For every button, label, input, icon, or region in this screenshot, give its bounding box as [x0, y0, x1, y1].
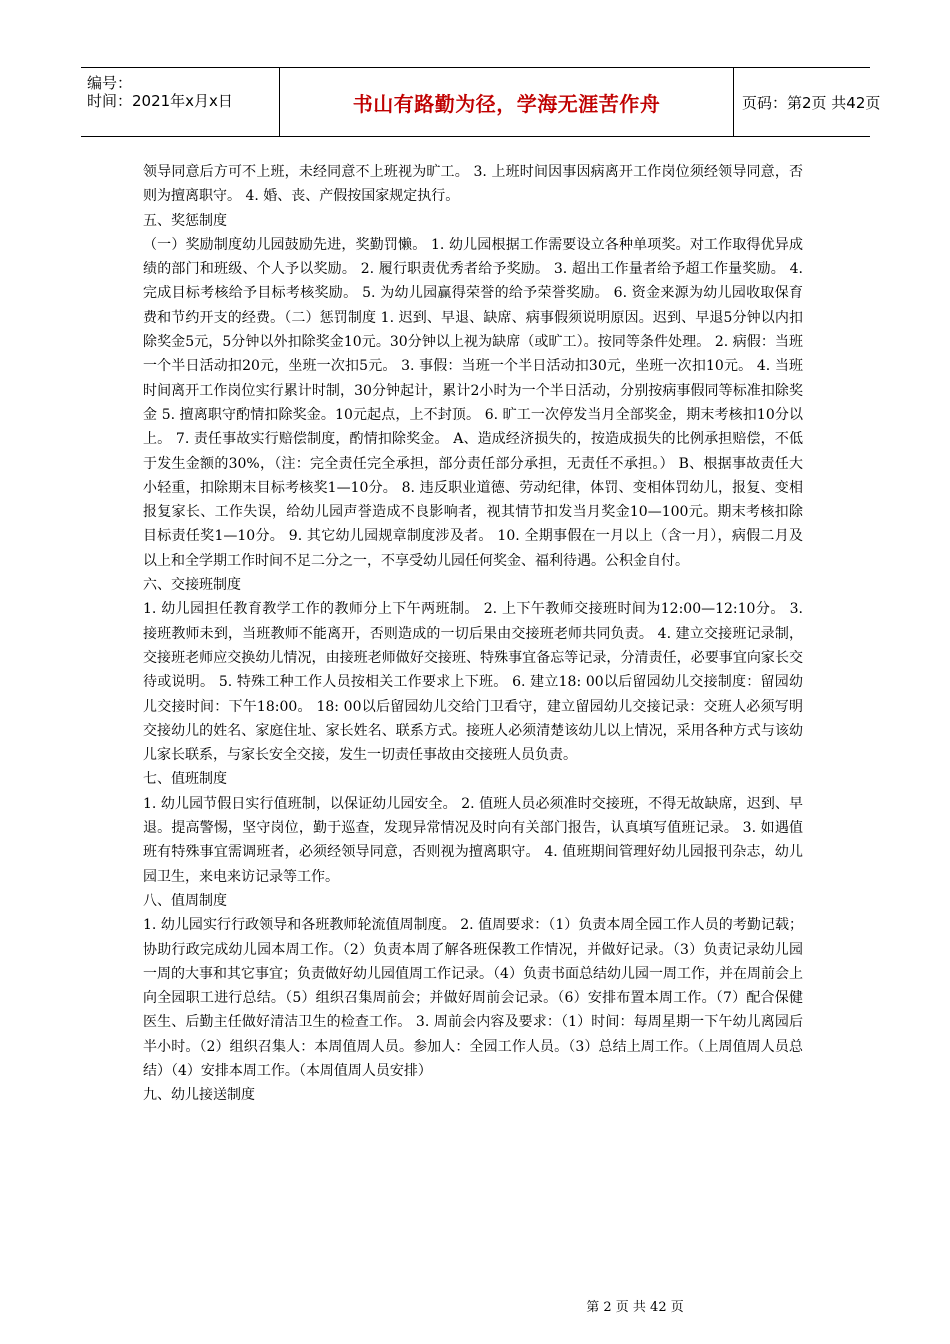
footer-page-number: 第 2 页 共 42 页: [586, 1300, 684, 1315]
section-heading-pickup: 九、幼儿接送制度: [143, 1087, 255, 1104]
paragraph-duty: 1. 幼儿园节假日实行值班制，以保证幼儿园安全。 2. 值班人员必须准时交接班，不得无故缺席，迟到、早退。提高警惕，坚守岗位，勤于巡查，发现异常情况及时向有关部门报告，认真填写值班记录。 3. 如遇值班有特殊事宜需调班者，必须经领导同意，否则视为擅离职守。 4. 值班期间管理好幼儿园报刊杂志，幼儿园卫生，来电来访记录等工作。: [143, 795, 803, 885]
section-heading-shift-handover: 六、交接班制度: [143, 577, 241, 594]
document-number-label: 编号：: [87, 74, 133, 92]
paragraph-weekly-duty: 1. 幼儿园实行行政领导和各班教师轮流值周制度。 2. 值周要求：（1）负责本周全园工作人员的考勤记载；协助行政完成幼儿园本周工作。（2）负责本周了解各班保教工作情况，并做好记录。（3）负责记录幼儿园一周的大事和其它事宜；负责做好幼儿园值周工作记录。（4）负责书面总结幼儿园一周工作，并在周前会上向全园职工进行总结。（5）组织召集周前会；并做好周前会记录。（6）安排布置本周工作。（7）配合保健医生、后勤主任做好清洁卫生的检查工作。 3. 周前会内容及要求：（1）时间：每周星期一下午幼儿离园后半小时。（2）组织召集人：本周值周人员。参加人：全园工作人员。（3）总结上周工作。（上周值周人员总结）（4）安排本周工作。（本周值周人员安排）: [143, 917, 803, 1079]
header-motto: 书山有路勤为径，学海无涯苦作舟: [352, 91, 661, 116]
header-page-number: 页码：第2页 共42页: [742, 93, 881, 112]
paragraph-shift-handover: 1. 幼儿园担任教育教学工作的教师分上下午两班制。 2. 上下午教师交接班时间为12:00—12:10分。 3. 接班教师未到，当班教师不能离开，否则造成的一切后果由交接班老师共同负责。 4. 建立交接班记录制，交接班老师应交换幼儿情况，由接班老师做好交接班、特殊事宜备忘等记录，分清责任，必要事宜向家长交待或说明。 5. 特殊工种工作人员按相关工作要求上下班。 6. 建立18: 00以后留园幼儿交接制度：留园幼儿交接时间：下午18:00。 18: 00以后留园幼儿交给门卫看守，建立留园幼儿交接记录：交班人必须写明交接幼儿的姓名、家庭住址、家长姓名、联系方式。接班人必须清楚该幼儿以上情况，采用各种方式与该幼儿家长联系，与家长安全交接，发生一切责任事故由交接班人员负责。: [143, 601, 803, 764]
paragraph-rewards: （一）奖励制度幼儿园鼓励先进，奖勤罚懒。 1. 幼儿园根据工作需要设立各种单项奖。对工作取得优异成绩的部门和班级、个人予以奖励。 2. 履行职责优秀者给予奖励。 3. 超出工作量者给予超工作量奖励。 4. 完成目标考核给予目标考核奖励。 5. 为幼儿园赢得荣誉的给予荣誉奖励。 6. 资金来源为幼儿园收取保育费和节约开支的经费。（二）惩罚制度 1. 迟到、早退、缺席、病事假须说明原因。迟到、早退5分钟以内扣除奖金5元，5分钟以外扣除奖金10元。30分钟以上视为缺席（或旷工）。按同等条件处理。 2. 病假：当班一个半日活动扣20元，坐班一次扣5元。 3. 事假：当班一个半日活动扣30元，坐班一次扣10元。 4. 当班时间离开工作岗位实行累计时制，30分钟起计，累计2小时为一个半日活动，分别按病事假同等标准扣除奖金 5. 擅离职守酌情扣除奖金。10元起点，上不封顶。 6. 旷工一次停发当月全部奖金，期末考核扣10分以上。 7. 责任事故实行赔偿制度，酌情扣除奖金。 A、造成经济损失的，按造成损失的比例承担赔偿，不低于发生金额的30%，（注：完全责任完全承担，部分责任部分承担，无责任不承担。） B、根据事故责任大小轻重，扣除期末目标考核奖1—10分。 8. 违反职业道德、劳动纪律，体罚、变相体罚幼儿，报复、变相报复家长、工作失误，给幼儿园声誉造成不良影响者，视其情节扣发当月奖金10—100元。期末考核扣除目标责任奖1—10分。 9. 其它幼儿园规章制度涉及者。 10. 全期事假在一月以上（含一月），病假二月及以上和全学期工作时间不足二分之一，不享受幼儿园任何奖金、福利待遇。公积金自付。: [143, 236, 803, 569]
document-body: [143, 160, 803, 1108]
section-heading-duty: 七、值班制度: [143, 771, 227, 788]
document-time-label: 时间：2021年x月x日: [87, 92, 233, 110]
paragraph-leave-rules: 领导同意后方可不上班，未经同意不上班视为旷工。 3. 上班时间因事因病离开工作岗位须经领导同意，否则为擅离职守。 4. 婚、丧、产假按国家规定执行。: [143, 164, 803, 205]
header-info-cell: [81, 68, 280, 136]
section-heading-rewards: 五、奖惩制度: [143, 212, 227, 229]
section-heading-weekly-duty: 八、值周制度: [143, 892, 227, 909]
header-page-cell: [734, 68, 881, 136]
page-footer: [0, 1296, 950, 1315]
page-header: [81, 67, 881, 137]
header-motto-cell: [280, 68, 734, 136]
